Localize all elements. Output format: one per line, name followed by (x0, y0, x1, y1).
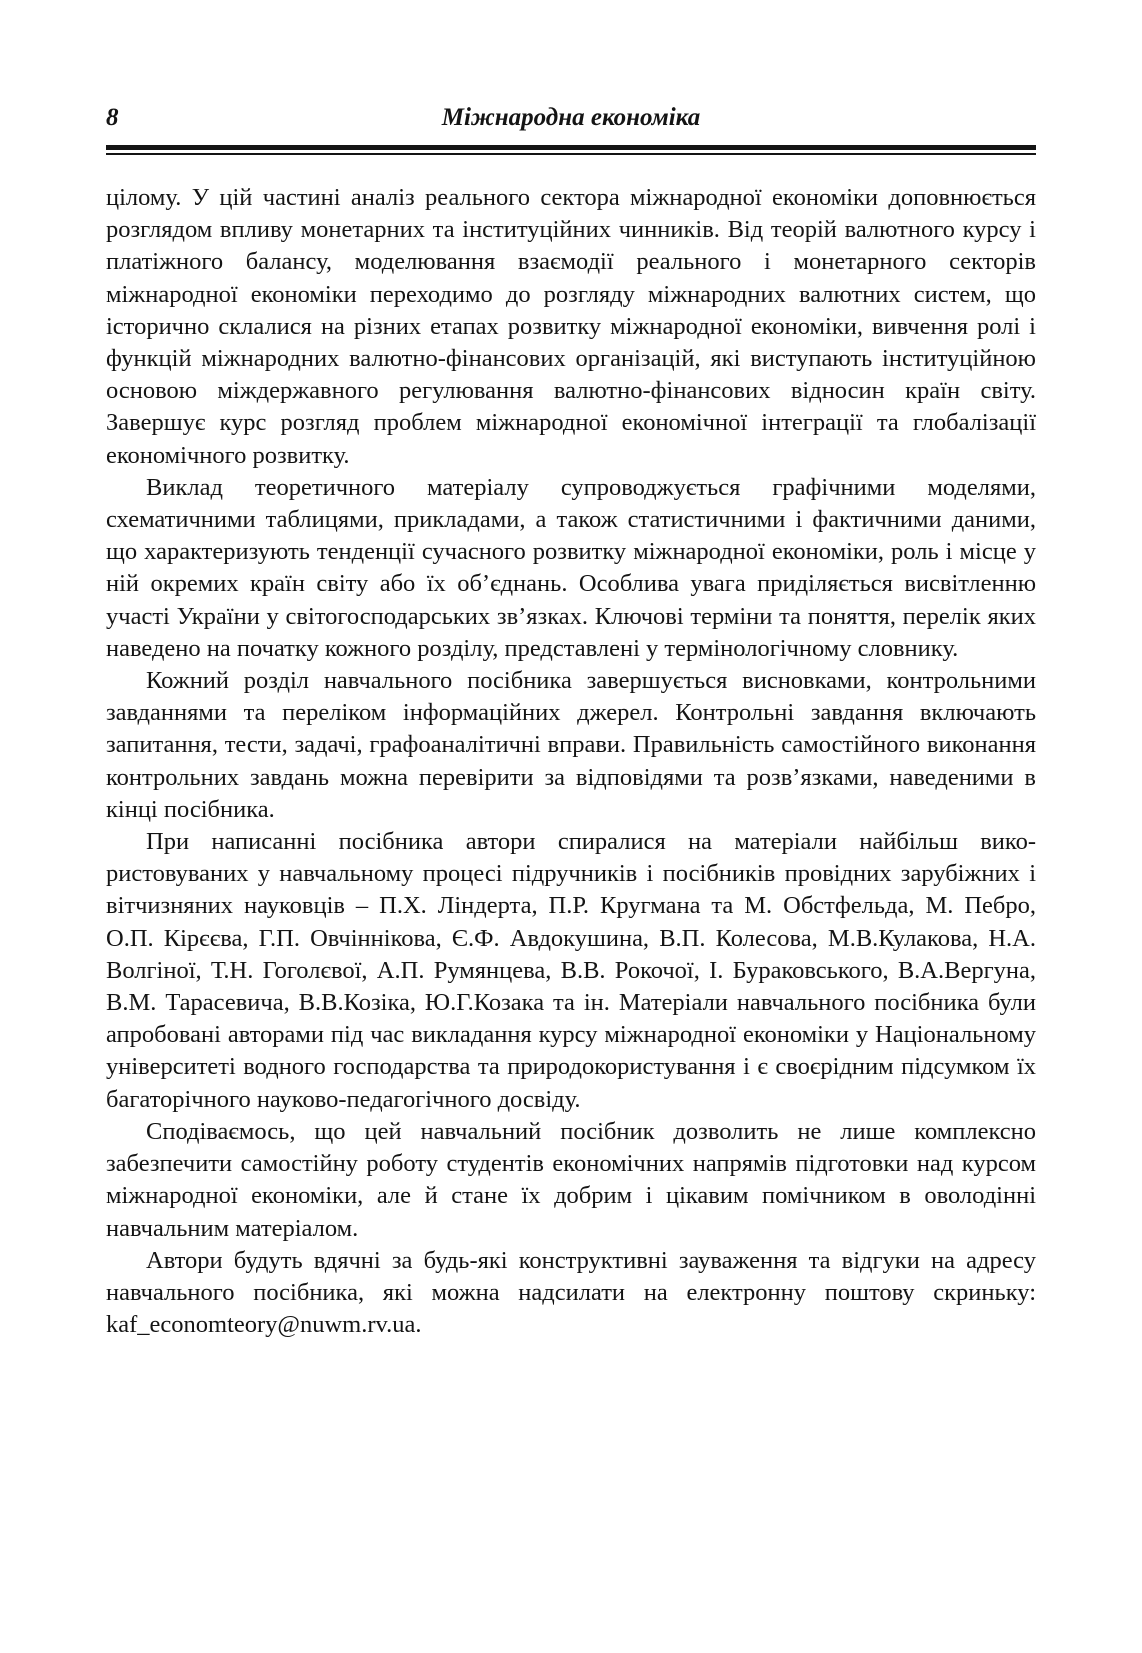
header-rule-thick (106, 145, 1036, 150)
paragraph-chapter-structure: Кожний розділ навчального посібника завершується висновками, контрольними завданнями та переліком інформаційних джерел. Контрольні завдання включають запитання, тести, задачі, графоаналітичні вправи. Правильність самостійного виконання контрольних завдань можна перевірити за відповідями та розв’язками, наведеними в кінці посібника. (106, 667, 1036, 823)
paragraph-presentation: Виклад теоретичного матеріалу супроводжується графічними моделями, схематичними таблицями, прикладами, а також статистичними і фактичними даними, що характеризують тенденції сучасного розвитку міжнародної економіки, роль і місце у ній окремих країн світу або їх об’єднань. Особлива увага приділяється висвітленню участі України у світогосподарських зв’язках. Ключові терміни та поняття, перелік яких наведено на початку кожного розділу, представлені у термінологічному словнику. (106, 473, 1036, 662)
book-title: Міжнародна економіка (441, 104, 701, 131)
running-header (106, 98, 1036, 138)
paragraph-continuation: цілому. У цій частині аналіз реального сектора міжнародної економіки доповнюється розглядом впливу монетарних та інституційних чинників. Від теорій валютного курсу і платіжного балансу, моделювання взаємодії реального і монетарного секторів міжнародної економіки переходимо до розгляду міжнародних валютних систем, що історично склалися на різних етапах розвитку міжнародної економіки, вивчення ролі і функцій міжнародних валютно-фінансових організацій, які виступають інституційною основою міждержавного регулювання валютно-фінансових відносин країн світу. Завершує курс розгляд проблем міжнародної економічної інтеграції та глобалізації економічного розвитку. (106, 184, 1036, 469)
paragraph-hope: Сподіваємось, що цей навчальний посібник дозволить не лише комплексно забезпечити самостійну роботу студентів економічних напрямів підготовки над курсом міжнародної економіки, але й стане їх добрим і цікавим помічником в оволодінні навчальним матеріалом. (106, 1117, 1036, 1242)
page-number: 8 (106, 104, 119, 131)
header-rule-thin (106, 153, 1036, 155)
paragraph-feedback: Автори будуть вдячні за будь-які конструктивні зауваження та відгуки на адресу навчального посібника, які можна надсилати на електронну поштову скриньку: kaf_economteory@nuwm.rv.ua. (106, 1246, 1036, 1339)
body-text (106, 182, 1036, 1341)
paragraph-sources: При написанні посібника автори спиралися на матеріали найбільш використовуваних у навчальному процесі підручників і посібників провідних зарубіжних і вітчизняних науковців – П.Х. Ліндерта, П.Р. Кругмана та М. Обстфельда, М. Пебро, О.П. Кірєєва, Г.П. Овчіннікова, Є.Ф. Авдокушина, В.П. Колесова, М.В.Кулакова, Н.А. Волгіної, Т.Н. Гоголєвої, А.П. Румянцева, В.В. Рокочої, І. Бураковського, В.А.Вергуна, В.М. Тарасевича, В.В.Козіка, Ю.Г.Козака та ін. Матеріали навчального посібника були апробовані авторами під час викладання курсу міжнародної економіки у Національному університеті водного господарства та природокористування і є своєрідним підсумком їх багаторічного науково-педагогічного досвіду. (106, 828, 1036, 1113)
